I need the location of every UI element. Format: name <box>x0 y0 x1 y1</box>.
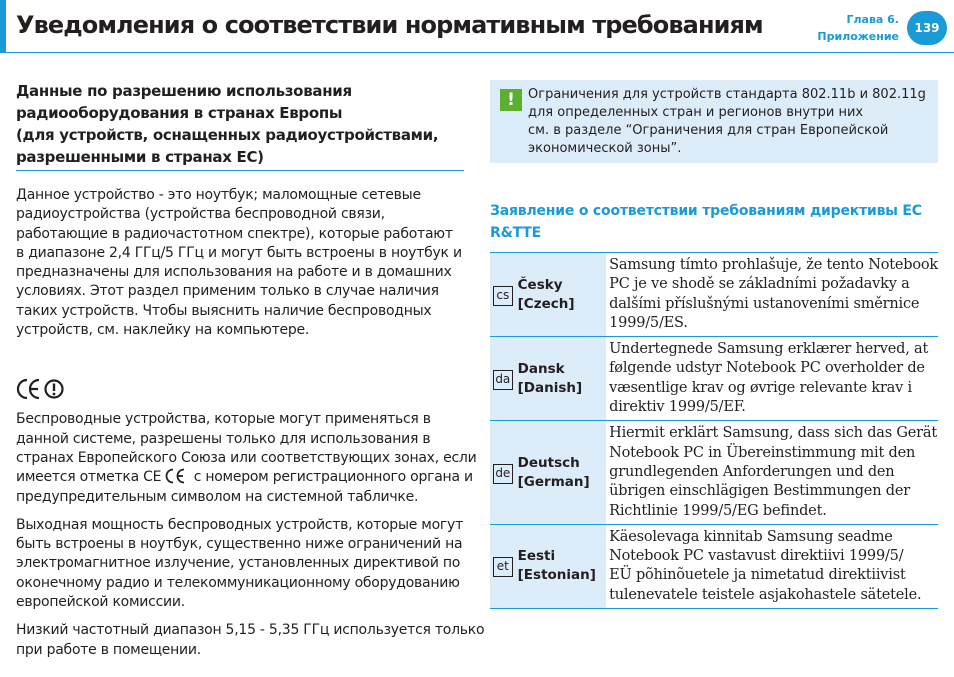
language-code-cell <box>490 524 516 608</box>
text-line: Samsung tímto prohlašuje, že tento Notebook <box>609 257 938 273</box>
text-line: übrigen einschlägigen Bestimmungen der <box>609 483 910 500</box>
language-name-cell <box>516 253 607 337</box>
declaration-table <box>490 252 938 609</box>
text-line: таких устройств. Чтобы выяснить наличие беспроводных <box>16 302 432 319</box>
ce-inline-icon <box>165 468 189 484</box>
left-column <box>16 80 485 660</box>
page-title: Уведомления о соответствии нормативным требованиям <box>16 11 763 39</box>
heading-line: (для устройств, оснащенных радиоустройствами, <box>16 126 439 144</box>
ce-text-after: с номером регистрационного органа и <box>193 469 473 486</box>
text-line: в диапазоне 2,4 ГГц/5 ГГц и могут быть встроены в ноутбук и <box>16 244 462 261</box>
text-line: устройств, см. наклейку на компьютере. <box>16 322 310 339</box>
heading-line: R&TTE <box>490 225 541 241</box>
text-line: данной системе, разрешены только для использования в <box>16 430 431 447</box>
language-code-cell <box>490 337 516 421</box>
declaration-text <box>606 524 938 608</box>
text-line: оконечному радио и телекоммуникационному оборудованию <box>16 574 460 591</box>
ce-text-before: имеется отметка CE <box>16 469 162 486</box>
page-number-badge: 139 <box>907 11 947 45</box>
language-name-en: [Danish] <box>517 379 583 396</box>
text-line: direktiv 1999/5/EF. <box>609 399 746 416</box>
language-code-icon: de <box>493 464 513 484</box>
declaration-text <box>606 253 938 337</box>
text-line: Hiermit erklärt Samsung, dass sich das Gerät <box>609 425 937 442</box>
text-line: 1999/5/ES. <box>609 314 688 331</box>
table-row <box>490 253 938 337</box>
text-line: радиоустройства (устройства беспроводной связи, <box>16 206 385 223</box>
language-name-cell <box>516 524 607 608</box>
declaration-text <box>606 421 938 524</box>
ce-mark-icon <box>16 377 64 401</box>
rtte-heading <box>490 200 938 244</box>
text-line: Беспроводные устройства, которые могут применяться в <box>16 411 431 428</box>
language-code-icon: et <box>493 557 513 577</box>
text-line: Notebook PC in Übereinstimmung mit den <box>609 444 916 461</box>
text-line: Undertegnede Samsung erklærer herved, at <box>609 341 929 358</box>
right-column <box>490 80 938 609</box>
language-code-cell <box>490 253 516 337</box>
language-name-cell <box>516 337 607 421</box>
power-paragraph <box>16 516 466 612</box>
language-name-cell <box>516 421 607 524</box>
text-line: dalšími příslušnými ustanoveními směrnice <box>609 295 920 312</box>
note-text <box>528 86 926 158</box>
language-name-en: [Estonian] <box>517 567 596 584</box>
warning-icon: ! <box>500 89 522 111</box>
table-row <box>490 524 938 608</box>
text-line: работающие в радиочастотном спектре), которые работают <box>16 225 453 242</box>
language-name-en: [Czech] <box>517 295 575 312</box>
chapter-label <box>817 11 899 45</box>
text-line: условиях. Этот раздел применим только в случае наличия <box>16 283 439 300</box>
text-line: странах Европейского Союза или соответствующих зонах, если <box>16 449 477 466</box>
text-line: Выходная мощность беспроводных устройств, которые могут <box>16 516 463 533</box>
restriction-note <box>490 80 938 163</box>
text-line: tulenevatele teistele asjakohastele sätetele. <box>609 586 922 603</box>
page-header <box>0 0 954 53</box>
chapter-number: Глава 6. <box>846 13 899 26</box>
language-code-cell <box>490 421 516 524</box>
text-line: Низкий частотный диапазон 5,15 - 5,35 ГГц используется только <box>16 622 485 639</box>
text-line: предупредительным символом на системной табличке. <box>16 488 419 505</box>
chapter-section: Приложение <box>817 30 899 43</box>
language-name: Česky <box>517 276 563 293</box>
declaration-text <box>606 337 938 421</box>
text-line: при работе в помещении. <box>16 641 201 658</box>
text-line: PC je ve shodě se základními požadavky a <box>609 276 910 293</box>
text-line: grundlegenden Anforderungen und den <box>609 463 895 480</box>
section-heading <box>16 80 464 171</box>
text-line: быть встроены в ноутбук, существенно ниже ограничений на <box>16 536 463 553</box>
language-code-icon: da <box>493 370 513 390</box>
heading-line: Заявление о соответствии требованиям директивы ЕС <box>490 203 922 219</box>
text-line: væsentlige krav og øvrige relevante krav i <box>609 379 912 396</box>
language-name-en: [German] <box>517 473 590 490</box>
text-line: Notebook PC vastavust direktiivi 1999/5/ <box>609 548 904 565</box>
header-accent-bar <box>0 0 6 52</box>
table-row <box>490 337 938 421</box>
text-line: følgende udstyr Notebook PC overholder de <box>609 360 925 377</box>
language-name: Eesti <box>517 548 556 565</box>
text-line: предназначены для использования на работе и в домашних <box>16 264 452 281</box>
text-line: европейской комиссии. <box>16 594 185 611</box>
intro-paragraph <box>16 186 466 340</box>
text-line: экономической зоны”. <box>528 141 682 156</box>
wireless-paragraph <box>16 410 477 506</box>
text-line-with-ce <box>16 468 473 487</box>
language-name: Dansk <box>517 360 565 377</box>
frequency-paragraph <box>16 621 485 660</box>
language-code-icon: cs <box>493 286 513 306</box>
text-line: для определенных стран и регионов внутри них <box>528 105 864 120</box>
text-line: Данное устройство - это ноутбук; маломощные сетевые <box>16 187 421 203</box>
text-line: Ограничения для устройств стандарта 802.11b и 802.11g <box>528 87 926 102</box>
table-row <box>490 421 938 524</box>
text-line: Richtlinie 1999/5/EG befindet. <box>609 502 827 519</box>
ce-alert-mark <box>16 374 466 404</box>
text-line: электромагнитное излучение, установленных директивой по <box>16 555 461 572</box>
heading-line: разрешенными в странах ЕС) <box>16 148 264 166</box>
language-name: Deutsch <box>517 454 580 471</box>
text-line: см. в разделе “Ограничения для стран Европейской <box>528 123 889 138</box>
text-line: Käesolevaga kinnitab Samsung seadme <box>609 528 893 545</box>
text-line: EÜ põhinõuetele ja nimetatud direktiivist <box>609 567 906 584</box>
heading-line: Данные по разрешению использования <box>16 82 352 100</box>
heading-line: радиооборудования в странах Европы <box>16 104 343 122</box>
